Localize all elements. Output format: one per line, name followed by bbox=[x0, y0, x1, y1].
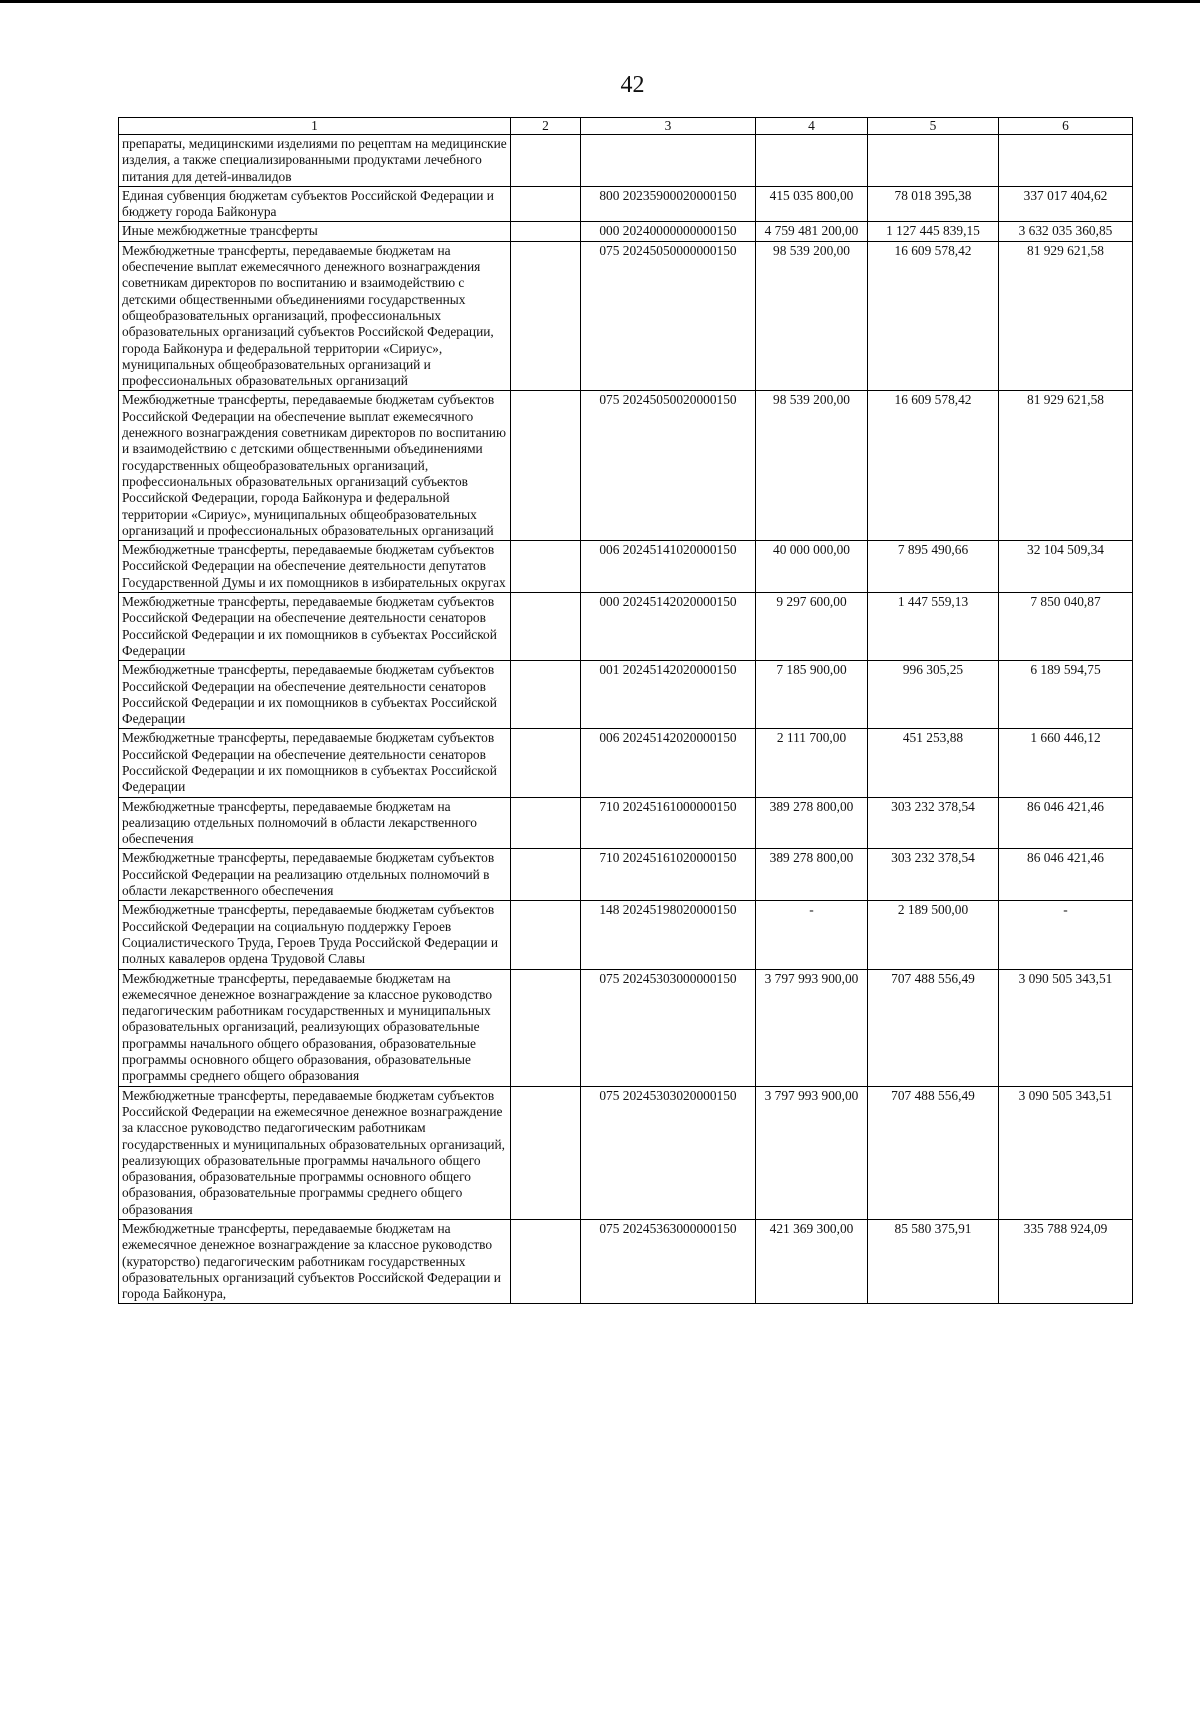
row-remaining-cell: 3 632 035 360,85 bbox=[999, 222, 1133, 241]
row-name-cell: Иные межбюджетные трансферты bbox=[119, 222, 511, 241]
table-row bbox=[119, 186, 1133, 222]
table-row bbox=[119, 797, 1133, 849]
table-row bbox=[119, 222, 1133, 241]
row-approved-cell: 389 278 800,00 bbox=[756, 797, 868, 849]
row-col2-cell bbox=[511, 135, 581, 187]
row-approved-cell: 98 539 200,00 bbox=[756, 241, 868, 391]
row-col2-cell bbox=[511, 849, 581, 901]
row-col2-cell bbox=[511, 241, 581, 391]
header-row bbox=[119, 118, 1133, 135]
row-code-cell: 710 20245161020000150 bbox=[581, 849, 756, 901]
column-header: 6 bbox=[999, 118, 1133, 135]
row-code-cell: 006 20245141020000150 bbox=[581, 541, 756, 593]
row-code-cell: 000 20240000000000150 bbox=[581, 222, 756, 241]
row-remaining-cell: 86 046 421,46 bbox=[999, 849, 1133, 901]
row-executed-cell: 996 305,25 bbox=[868, 661, 999, 729]
row-code-cell: 075 20245363000000150 bbox=[581, 1220, 756, 1304]
row-remaining-cell bbox=[999, 135, 1133, 187]
row-col2-cell bbox=[511, 222, 581, 241]
row-executed-cell: 303 232 378,54 bbox=[868, 797, 999, 849]
table-row bbox=[119, 729, 1133, 797]
row-executed-cell: 7 895 490,66 bbox=[868, 541, 999, 593]
row-executed-cell: 85 580 375,91 bbox=[868, 1220, 999, 1304]
top-border-line bbox=[0, 0, 1200, 3]
row-approved-cell: 2 111 700,00 bbox=[756, 729, 868, 797]
row-approved-cell: 421 369 300,00 bbox=[756, 1220, 868, 1304]
row-approved-cell: 7 185 900,00 bbox=[756, 661, 868, 729]
row-executed-cell bbox=[868, 135, 999, 187]
row-col2-cell bbox=[511, 391, 581, 541]
row-name-cell: Межбюджетные трансферты, передаваемые бюджетам на реализацию отдельных полномочий в области лекарственного обеспечения bbox=[119, 797, 511, 849]
row-col2-cell bbox=[511, 1086, 581, 1219]
row-executed-cell: 1 127 445 839,15 bbox=[868, 222, 999, 241]
row-code-cell: 710 20245161000000150 bbox=[581, 797, 756, 849]
row-name-cell: Межбюджетные трансферты, передаваемые бюджетам субъектов Российской Федерации на реализацию отдельных полномочий в области лекарственного обеспечения bbox=[119, 849, 511, 901]
row-executed-cell: 451 253,88 bbox=[868, 729, 999, 797]
row-code-cell: 000 20245142020000150 bbox=[581, 593, 756, 661]
row-approved-cell bbox=[756, 135, 868, 187]
row-remaining-cell: 32 104 509,34 bbox=[999, 541, 1133, 593]
table-row bbox=[119, 661, 1133, 729]
row-code-cell: 148 20245198020000150 bbox=[581, 901, 756, 969]
page-number: 42 bbox=[620, 72, 645, 98]
row-code-cell: 075 20245303000000150 bbox=[581, 969, 756, 1086]
row-name-cell: Межбюджетные трансферты, передаваемые бюджетам на ежемесячное денежное вознаграждение за классное руководство (кураторство) педагогическим работникам государственных образовательных организаций субъектов Российской Федерации и города Байконура, bbox=[119, 1220, 511, 1304]
column-header: 1 bbox=[119, 118, 511, 135]
row-remaining-cell: 335 788 924,09 bbox=[999, 1220, 1133, 1304]
row-name-cell: Межбюджетные трансферты, передаваемые бюджетам субъектов Российской Федерации на обеспечение деятельности сенаторов Российской Федерации и их помощников в субъектах Российской Федерации bbox=[119, 661, 511, 729]
table-row bbox=[119, 849, 1133, 901]
row-approved-cell: 98 539 200,00 bbox=[756, 391, 868, 541]
row-approved-cell: 389 278 800,00 bbox=[756, 849, 868, 901]
row-approved-cell: 40 000 000,00 bbox=[756, 541, 868, 593]
row-remaining-cell: 81 929 621,58 bbox=[999, 391, 1133, 541]
row-name-cell: Межбюджетные трансферты, передаваемые бюджетам субъектов Российской Федерации на социальную поддержку Героев Социалистического Труда, Героев Труда Российской Федерации и полных кавалеров ордена Трудовой Славы bbox=[119, 901, 511, 969]
row-approved-cell: 3 797 993 900,00 bbox=[756, 1086, 868, 1219]
table-row bbox=[119, 135, 1133, 187]
budget-table bbox=[118, 117, 1133, 1304]
row-remaining-cell: 1 660 446,12 bbox=[999, 729, 1133, 797]
table-row bbox=[119, 1086, 1133, 1219]
table-row bbox=[119, 1220, 1133, 1304]
row-name-cell: Единая субвенция бюджетам субъектов Российской Федерации и бюджету города Байконура bbox=[119, 186, 511, 222]
row-code-cell: 800 20235900020000150 bbox=[581, 186, 756, 222]
row-approved-cell: 415 035 800,00 bbox=[756, 186, 868, 222]
row-remaining-cell: 3 090 505 343,51 bbox=[999, 1086, 1133, 1219]
row-remaining-cell: - bbox=[999, 901, 1133, 969]
row-col2-cell bbox=[511, 186, 581, 222]
column-header: 5 bbox=[868, 118, 999, 135]
row-col2-cell bbox=[511, 661, 581, 729]
table-row bbox=[119, 541, 1133, 593]
table-row bbox=[119, 391, 1133, 541]
row-remaining-cell: 86 046 421,46 bbox=[999, 797, 1133, 849]
row-col2-cell bbox=[511, 541, 581, 593]
row-approved-cell: 9 297 600,00 bbox=[756, 593, 868, 661]
row-col2-cell bbox=[511, 969, 581, 1086]
row-name-cell: Межбюджетные трансферты, передаваемые бюджетам субъектов Российской Федерации на обеспечение деятельности депутатов Государственной Думы и их помощников в избирательных округах bbox=[119, 541, 511, 593]
row-remaining-cell: 337 017 404,62 bbox=[999, 186, 1133, 222]
row-remaining-cell: 6 189 594,75 bbox=[999, 661, 1133, 729]
row-name-cell: Межбюджетные трансферты, передаваемые бюджетам на обеспечение выплат ежемесячного денежного вознаграждения советникам директоров по воспитанию и взаимодействию с детскими общественными объединениями государственных общеобразовательных организаций, профессиональных образовательных организаций субъектов Российской Федерации, города Байконура и федеральной территории «Сириус», муниципальных общеобразовательных организаций и профессиональных образовательных организаций bbox=[119, 241, 511, 391]
row-approved-cell: 4 759 481 200,00 bbox=[756, 222, 868, 241]
row-name-cell: Межбюджетные трансферты, передаваемые бюджетам на ежемесячное денежное вознаграждение за классное руководство педагогическим работникам государственных и муниципальных образовательных организаций, реализующих образовательные программы начального общего образования, образовательные программы основного общего образования, образовательные программы среднего общего образования bbox=[119, 969, 511, 1086]
row-executed-cell: 16 609 578,42 bbox=[868, 391, 999, 541]
row-executed-cell: 16 609 578,42 bbox=[868, 241, 999, 391]
table-row bbox=[119, 593, 1133, 661]
row-executed-cell: 707 488 556,49 bbox=[868, 969, 999, 1086]
row-approved-cell: - bbox=[756, 901, 868, 969]
row-name-cell: Межбюджетные трансферты, передаваемые бюджетам субъектов Российской Федерации на обеспечение деятельности сенаторов Российской Федерации и их помощников в субъектах Российской Федерации bbox=[119, 729, 511, 797]
table-row bbox=[119, 969, 1133, 1086]
row-approved-cell: 3 797 993 900,00 bbox=[756, 969, 868, 1086]
row-executed-cell: 1 447 559,13 bbox=[868, 593, 999, 661]
column-header: 2 bbox=[511, 118, 581, 135]
row-code-cell: 075 20245050020000150 bbox=[581, 391, 756, 541]
row-code-cell: 006 20245142020000150 bbox=[581, 729, 756, 797]
row-executed-cell: 707 488 556,49 bbox=[868, 1086, 999, 1219]
row-executed-cell: 2 189 500,00 bbox=[868, 901, 999, 969]
row-col2-cell bbox=[511, 901, 581, 969]
table-body bbox=[119, 135, 1133, 1304]
row-code-cell: 075 20245303020000150 bbox=[581, 1086, 756, 1219]
column-header: 4 bbox=[756, 118, 868, 135]
row-executed-cell: 78 018 395,38 bbox=[868, 186, 999, 222]
row-code-cell: 001 20245142020000150 bbox=[581, 661, 756, 729]
row-remaining-cell: 3 090 505 343,51 bbox=[999, 969, 1133, 1086]
table-row bbox=[119, 901, 1133, 969]
row-name-cell: Межбюджетные трансферты, передаваемые бюджетам субъектов Российской Федерации на ежемесячное денежное вознаграждение за классное руководство педагогическим работникам государственных и муниципальных образовательных организаций, реализующих образовательные программы начального общего образования, образовательные программы основного общего образования, образовательные программы среднего общего образования bbox=[119, 1086, 511, 1219]
row-col2-cell bbox=[511, 797, 581, 849]
table-row bbox=[119, 241, 1133, 391]
column-header: 3 bbox=[581, 118, 756, 135]
row-name-cell: препараты, медицинскими изделиями по рецептам на медицинские изделия, а также специализированными продуктами лечебного питания для детей-инвалидов bbox=[119, 135, 511, 187]
row-col2-cell bbox=[511, 1220, 581, 1304]
row-name-cell: Межбюджетные трансферты, передаваемые бюджетам субъектов Российской Федерации на обеспечение выплат ежемесячного денежного вознаграждения советникам директоров по воспитанию и взаимодействию с детскими общественными объединениями государственных общеобразовательных организаций, профессиональных образовательных организаций субъектов Российской Федерации, города Байконура и федеральной территории «Сириус», муниципальных общеобразовательных организаций и профессиональных образовательных организаций bbox=[119, 391, 511, 541]
row-col2-cell bbox=[511, 729, 581, 797]
row-col2-cell bbox=[511, 593, 581, 661]
row-remaining-cell: 81 929 621,58 bbox=[999, 241, 1133, 391]
row-remaining-cell: 7 850 040,87 bbox=[999, 593, 1133, 661]
row-code-cell bbox=[581, 135, 756, 187]
row-code-cell: 075 20245050000000150 bbox=[581, 241, 756, 391]
row-name-cell: Межбюджетные трансферты, передаваемые бюджетам субъектов Российской Федерации на обеспечение деятельности сенаторов Российской Федерации и их помощников в субъектах Российской Федерации bbox=[119, 593, 511, 661]
row-executed-cell: 303 232 378,54 bbox=[868, 849, 999, 901]
